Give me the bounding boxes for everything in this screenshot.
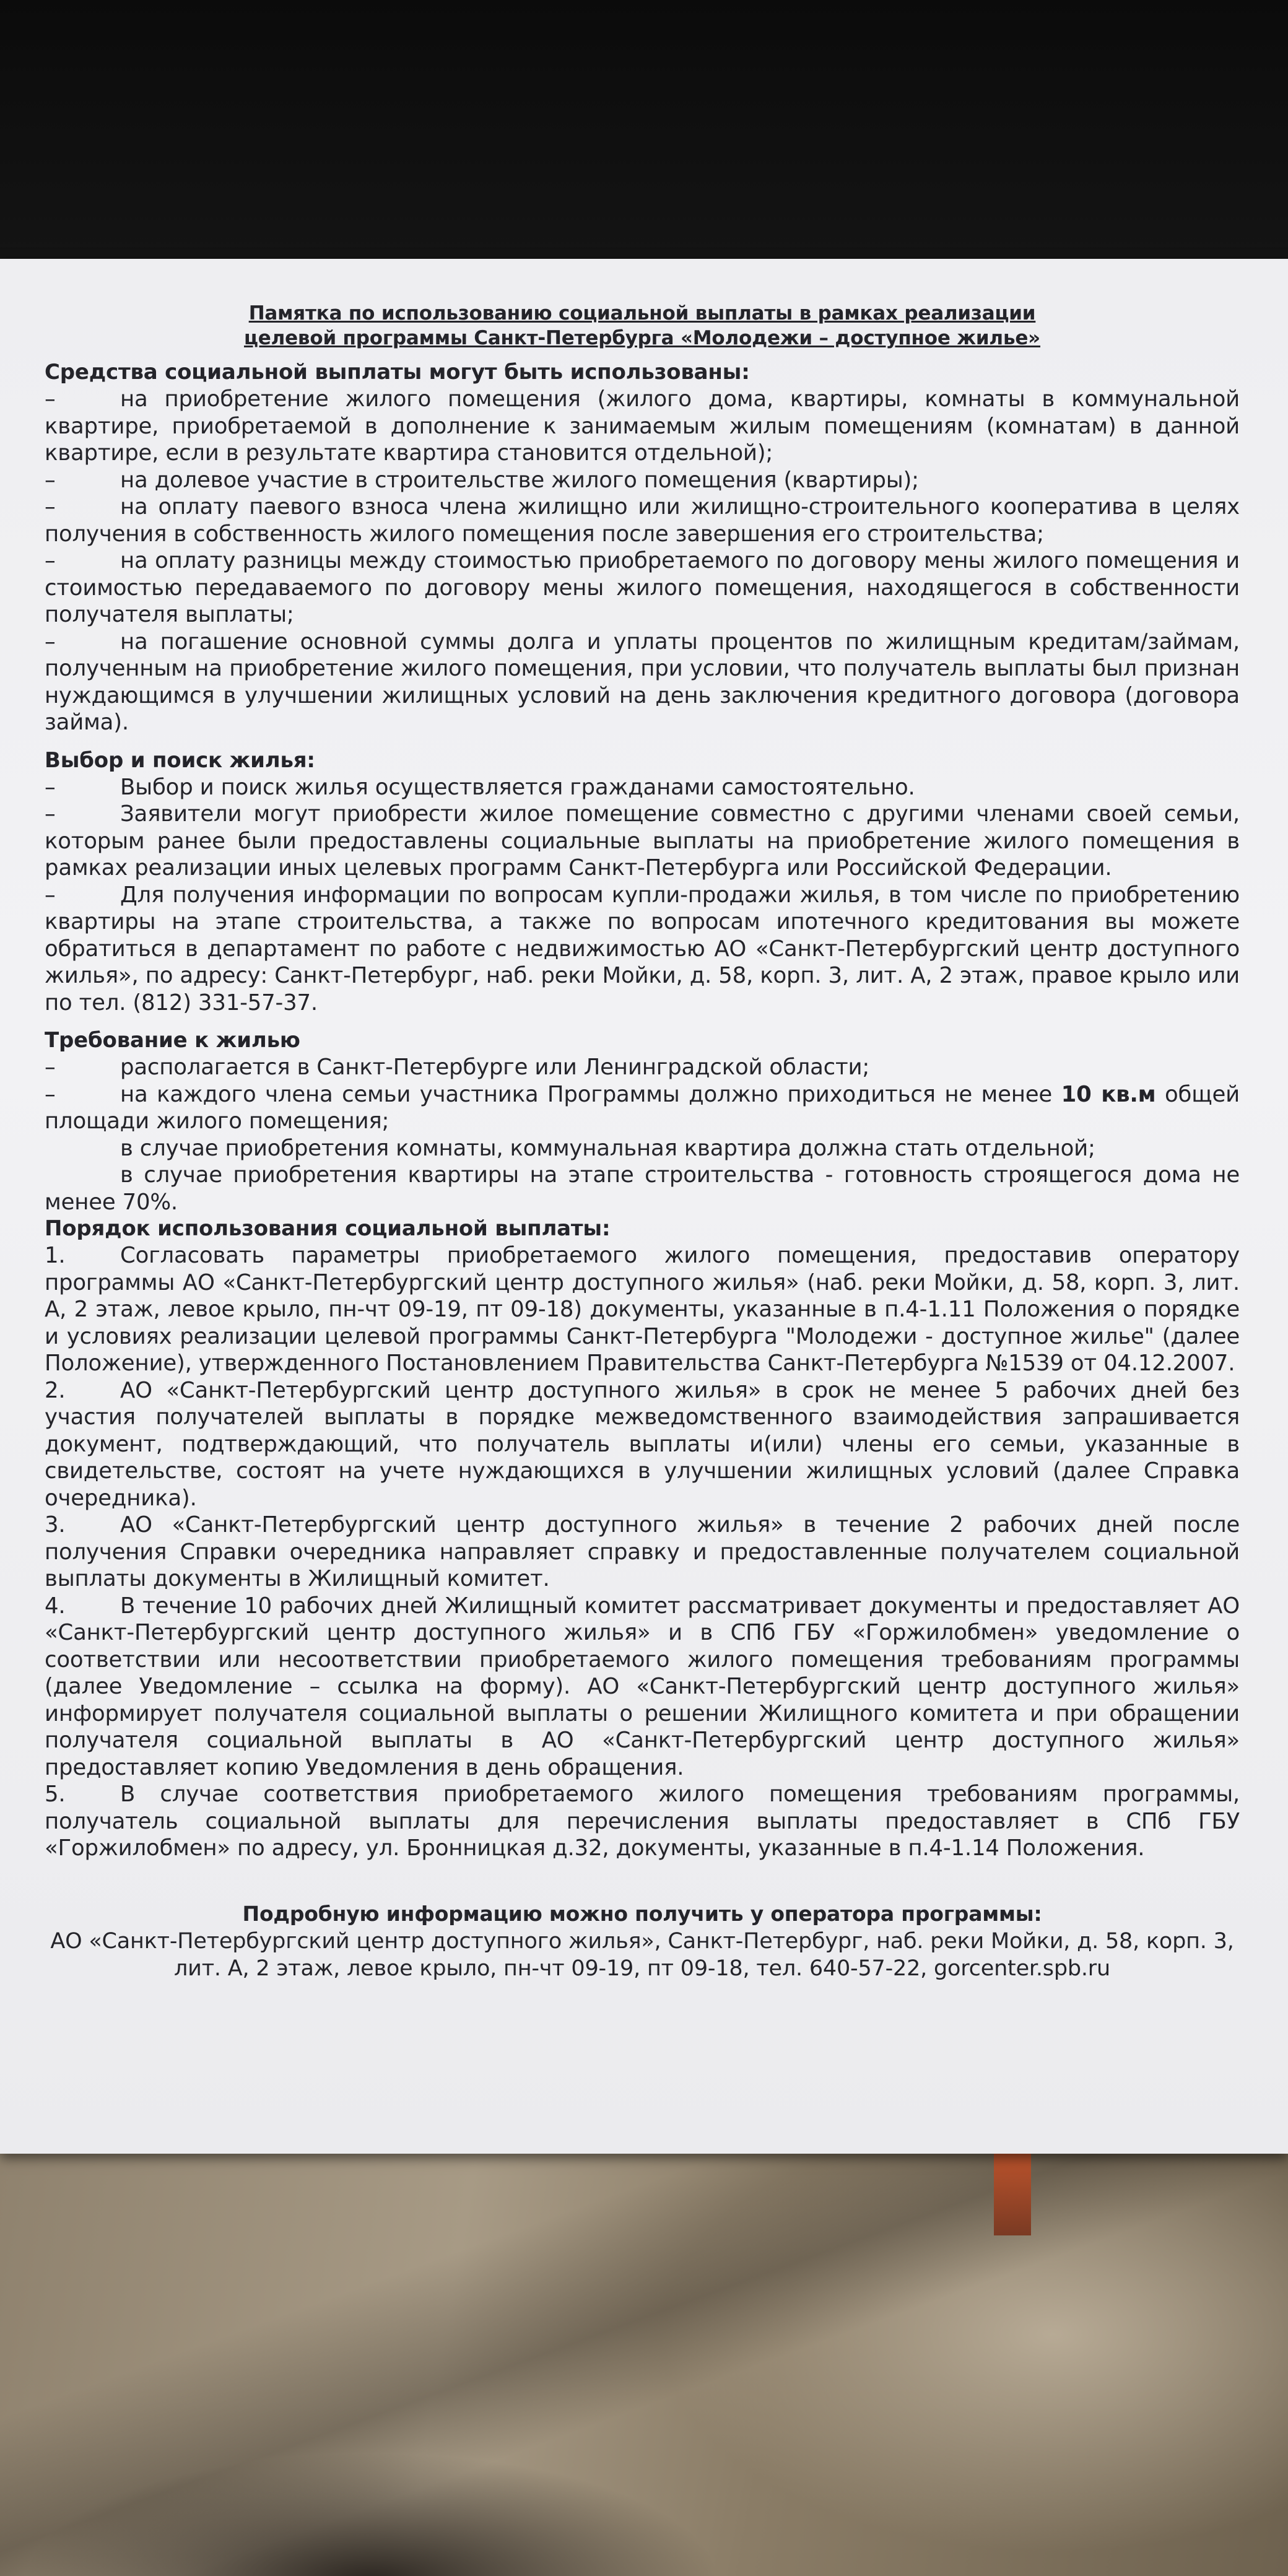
- area-requirement: 10 кв.м: [1061, 1081, 1156, 1107]
- dash-marker: –: [45, 801, 56, 827]
- list-item: – Для получения информации по вопросам купли-продажи жилья, в том числе по приобретению квартиры на этапе строительства, а также по вопросам ипотечного кредитования вы можете обратиться в департамент по работе с недвижимостью АО «Санкт-Петербургский центр доступного жилья», по адресу: Санкт-Петербург, наб. реки Мойки, д. 58, корп. 3, лит. А, 2 этаж, правое крыло или по тел. (812) 331-57-37.: [45, 882, 1240, 1016]
- dash-marker: –: [45, 494, 56, 520]
- list-item: – на приобретение жилого помещения (жилого дома, квартиры, комнаты в коммунальной квартире, приобретаемой в дополнение к занимаемым жилым помещениям (комнатам) в данной квартире, если в результате квартира становится отдельной);: [45, 386, 1240, 466]
- contact-hours: лит. А, 2 этаж, левое крыло, пн-чт 09-19, пт 09-18, тел. 640-57-22, gorcenter.spb.ru: [174, 1956, 1110, 1981]
- dash-marker: –: [45, 1081, 56, 1107]
- title-line-1: Памятка по использованию социальной выплаты в рамках реализации: [248, 302, 1036, 324]
- background-object: [994, 2149, 1031, 2235]
- paper-sheet: [0, 259, 1288, 2154]
- section-heading-usage: Средства социальной выплаты могут быть использованы:: [45, 360, 750, 385]
- numbered-item: 3. АО «Санкт-Петербургский центр доступного жилья» в течение 2 рабочих дней после получения Справки очередника направляет справку и предоставленные получателем социальной выплаты документы в Жилищный комитет.: [45, 1512, 1240, 1591]
- list-item: – на оплату паевого взноса члена жилищно или жилищно-строительного кооператива в целях получения в собственность жилого помещения после завершения его строительства;: [45, 494, 1240, 547]
- list-item: – Заявители могут приобрести жилое помещение совместно с другими членами своей семьи, которым ранее были предоставлены социальные выплаты на приобретение жилого помещения в рамках реализации иных целевых программ Санкт-Петербурга или Российской Федерации.: [45, 801, 1240, 881]
- document-title: [45, 301, 1240, 350]
- numbered-item: 1. Согласовать параметры приобретаемого жилого помещения, предоставив оператору программы АО «Санкт-Петербургский центр доступного жилья» (наб. реки Мойки, д. 58, корп. 3, лит. А, 2 этаж, левое крыло, пн-чт 09-19, пт 09-18) документы, указанные в п.4-1.11 Положения о порядке и условиях реализации целевой программы Санкт-Петербурга "Молодежи - доступное жилье" (далее Положение), утвержденного Постановлением Правительства Санкт-Петербурга №1539 от 04.12.2007.: [45, 1243, 1240, 1376]
- numbered-item: 5. В случае соответствия приобретаемого жилого помещения требованиям программы, получатель социальной выплаты для перечисления выплаты предоставляет в СПб ГБУ «Горжилобмен» по адресу, ул. Бронницкая д.32, документы, указанные в п.4-1.14 Положения.: [45, 1782, 1240, 1861]
- contact-heading: Подробную информацию можно получить у оператора программы:: [242, 1901, 1042, 1926]
- item-number: 5.: [45, 1782, 66, 1807]
- list-item: – располагается в Санкт-Петербурге или Ленинградской области;: [45, 1055, 870, 1080]
- section-heading-requirements: Требование к жилью: [45, 1028, 300, 1053]
- section-heading-search: Выбор и поиск жилья:: [45, 747, 315, 773]
- item-number: 4.: [45, 1593, 66, 1619]
- contact-address: АО «Санкт-Петербургский центр доступного жилья», Санкт-Петербург, наб. реки Мойки, д. 58, корп. 3,: [50, 1928, 1234, 1954]
- dash-marker: –: [45, 386, 56, 412]
- dash-marker: –: [45, 548, 56, 573]
- item-number: 2.: [45, 1377, 66, 1403]
- numbered-item: 4. В течение 10 рабочих дней Жилищный комитет рассматривает документы и предоставляет АО «Санкт-Петербургский центр доступного жилья» и в СПб ГБУ «Горжилобмен» уведомление о соответствии или несоответствии приобретаемого жилого помещения требованиям программы (далее Уведомление – ссылка на форму). АО «Санкт-Петербургский центр доступного жилья» информирует получателя социальной выплаты о решении Жилищного комитета и при обращении получателя социальной выплаты в АО «Санкт-Петербургский центр доступного жилья» предоставляет копию Уведомления в день обращения.: [45, 1593, 1240, 1780]
- contact-info: [45, 1900, 1240, 1982]
- dash-marker: –: [45, 467, 56, 493]
- list-item: в случае приобретения квартиры на этапе строительства - готовность строящегося дома не менее 70%.: [45, 1162, 1240, 1215]
- dash-marker: –: [45, 1055, 56, 1080]
- numbered-item: 2. АО «Санкт-Петербургский центр доступного жилья» в срок не менее 5 рабочих дней без участия получателей выплаты в порядке межведомственного взаимодействия запрашивается документ, подтверждающий, что получатель выплаты и(или) члены его семьи, указанные в свидетельстве, состоят на учете нуждающихся в улучшении жилищных условий (далее Справка очередника).: [45, 1377, 1240, 1511]
- item-number: 3.: [45, 1512, 66, 1538]
- list-item: – на каждого члена семьи участника Программы должно приходиться не менее 10 кв.м общей площади жилого помещения;: [45, 1081, 1240, 1134]
- background-top: [0, 0, 1288, 260]
- document-content: [45, 301, 1240, 1982]
- dash-marker: –: [45, 774, 56, 800]
- item-number: 1.: [45, 1243, 66, 1268]
- list-item: в случае приобретения комнаты, коммунальная квартира должна стать отдельной;: [120, 1135, 1095, 1161]
- list-item: – на оплату разницы между стоимостью приобретаемого по договору мены жилого помещения и стоимостью передаваемого по договору мены жилого помещения, находящегося в собственности получателя выплаты;: [45, 548, 1240, 627]
- list-item: – на долевое участие в строительстве жилого помещения (квартиры);: [45, 467, 919, 493]
- dash-marker: –: [45, 882, 56, 908]
- list-item: – Выбор и поиск жилья осуществляется гражданами самостоятельно.: [45, 774, 915, 800]
- background-fabric-shadow: [0, 2149, 1288, 2576]
- dash-marker: –: [45, 629, 56, 655]
- list-item: – на погашение основной суммы долга и уплаты процентов по жилищным кредитам/займам, полученным на приобретение жилого помещения, при условии, что получатель выплаты был признан нуждающимся в улучшении жилищных условий на день заключения кредитного договора (договора займа).: [45, 629, 1240, 735]
- section-heading-procedure: Порядок использования социальной выплаты:: [45, 1216, 611, 1241]
- title-line-2: целевой программы Санкт-Петербурга «Молодежи – доступное жилье»: [244, 327, 1040, 349]
